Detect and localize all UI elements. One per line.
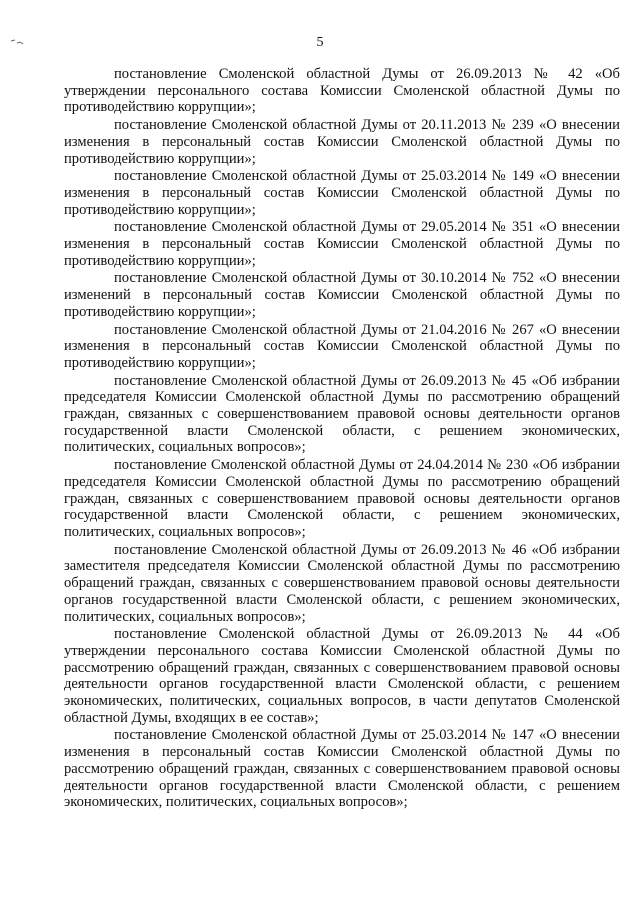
paragraph: постановление Смоленской областной Думы от 20.11.2013 № 239 «О внесении изменения в персональный состав Комиссии Смоленской областной Думы по противодействию коррупции»;	[64, 117, 620, 167]
paragraph: постановление Смоленской областной Думы от 29.05.2014 № 351 «О внесении изменения в персональный состав Комиссии Смоленской областной Думы по противодействию коррупции»;	[64, 219, 620, 269]
paragraph: постановление Смоленской областной Думы от 25.03.2014 № 149 «О внесении изменения в персональный состав Комиссии Смоленской областной Думы по противодействию коррупции»;	[64, 168, 620, 218]
paragraph: постановление Смоленской областной Думы от 26.09.2013 № 46 «Об избрании заместителя председателя Комиссии Смоленской областной Думы по рассмотрению обращений граждан, связанных с совершенствованием правовой основы деятельности органов государственной власти Смоленской области, с решением экономических, политических, социальных вопросов»;	[64, 541, 620, 625]
paragraph: постановление Смоленской областной Думы от 21.04.2016 № 267 «О внесении изменения в персональный состав Комиссии Смоленской областной Думы по противодействию коррупции»;	[64, 321, 620, 371]
paragraph: постановление Смоленской областной Думы от 26.09.2013 № 42 «Об утверждении персонального состава Комиссии Смоленской областной Думы по противодействию коррупции»;	[64, 66, 620, 116]
paragraph: постановление Смоленской областной Думы от 26.09.2013 № 45 «Об избрании председателя Комиссии Смоленской областной Думы по рассмотрению обращений граждан, связанных с совершенствованием правовой основы деятельности органов государственной власти Смоленской области, с решением экономических, политических, социальных вопросов»;	[64, 372, 620, 456]
page-number: 5	[316, 35, 324, 50]
document-body	[64, 66, 620, 812]
paragraph: постановление Смоленской областной Думы от 25.03.2014 № 147 «О внесении изменения в персональный состав Комиссии Смоленской областной Думы по рассмотрению обращений граждан, связанных с совершенствованием правовой основы деятельности органов государственной власти Смоленской области, с решением экономических, политических, социальных вопросов»;	[64, 727, 620, 811]
paragraph: постановление Смоленской областной Думы от 30.10.2014 № 752 «О внесении изменений в персональный состав Комиссии Смоленской областной Думы по противодействию коррупции»;	[64, 270, 620, 320]
paragraph: постановление Смоленской областной Думы от 26.09.2013 № 44 «Об утверждении персонального состава Комиссии Смоленской областной Думы по рассмотрению обращений граждан, связанных с совершенствованием правовой основы деятельности органов государственной власти Смоленской области, с решением экономических, политических, социальных вопросов, в части депутатов Смоленской областной Думы, входящих в ее состав»;	[64, 626, 620, 726]
paragraph: постановление Смоленской областной Думы от 24.04.2014 № 230 «Об избрании председателя Комиссии Смоленской областной Думы по рассмотрению обращений граждан, связанных с совершенствованием правовой основы деятельности органов государственной власти Смоленской области, с решением экономических, политических, социальных вопросов»;	[64, 457, 620, 540]
